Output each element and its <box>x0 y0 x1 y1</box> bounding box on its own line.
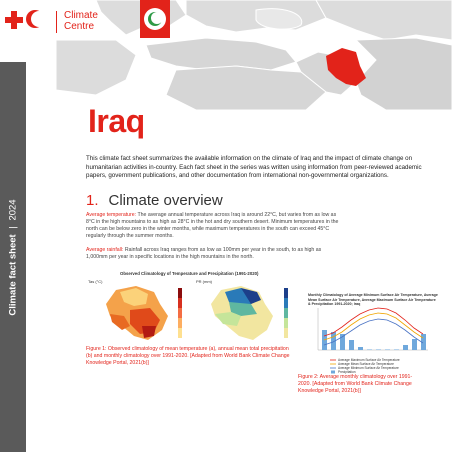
section-number: 1. <box>86 192 99 209</box>
temperature-lead: Average temperature: <box>86 212 137 218</box>
rainfall-lead: Average rainfall: <box>86 247 124 253</box>
brand-line1: Climate <box>64 10 98 21</box>
rainfall-text: Rainfall across Iraq ranges from as low as 100mm per year in the south, to as high as 1,000mm per year in specific locations in the high mountains in the north. <box>86 247 322 260</box>
side-band-label <box>8 183 19 333</box>
red-crescent-emblem <box>26 10 44 28</box>
panel-a-label: Tas (°C) <box>88 279 103 284</box>
figure2-legend <box>330 358 400 374</box>
figure2-plot-area <box>318 308 428 350</box>
figure1-caption: Figure 1: Observed climatology of mean temperature (a), annual mean total precipitation (b) and monthly climatology over 1991-2020. [Adapted from World Bank Climate Change Knowledge Portal, 2021(b)] <box>86 346 290 366</box>
temperature-paragraph <box>86 212 341 240</box>
legend-mean: Average Mean Surface Air Temperature <box>338 362 394 366</box>
legend-precip: Precipitation <box>338 370 356 374</box>
climate-centre-brand <box>64 10 98 32</box>
section-heading <box>86 192 223 209</box>
side-band-year: 2024 <box>7 199 19 221</box>
legend-min: Average Minimum Surface Air Temperature <box>338 366 399 370</box>
rainfall-paragraph <box>86 247 341 261</box>
figure1-title: Observed Climatology of Temperature and Precipitation (1991-2020) <box>120 271 259 276</box>
figure1-maps <box>86 268 296 344</box>
section-title: Climate overview <box>108 192 223 209</box>
brand-line2: Centre <box>64 21 95 32</box>
side-band-title: Climate fact sheet <box>7 234 19 316</box>
temperature-map <box>96 286 176 342</box>
figure2-title: Monthly Climatology of Average Minimum Surface Air Temperature, Average Mean Surface Air Temperature, Average Maximum Surface Air Temperature & Precipitation 1991-2020; Iraq <box>308 293 438 306</box>
figure2-chart <box>308 306 438 384</box>
side-band-separator: | <box>7 226 19 229</box>
country-title: Iraq <box>88 103 145 139</box>
red-crescent-society-logo <box>140 0 170 38</box>
precipitation-map <box>201 286 281 342</box>
intro-paragraph: This climate fact sheet summarizes the available information on the climate of Iraq and the impact of climate change on humanitarian activities in-country. Each fact sheet in the series was written using information from peer-reviewed academic papers, government publications, and other documentation from international non-governmental organizations. <box>86 155 422 179</box>
panel-b-label: PR (mm) <box>196 279 212 284</box>
figure2-caption: Figure 2: Average monthly climatology over 1991-2020. [Adapted from World Bank Climate Change Knowledge Portal, 2021(b)] <box>298 374 413 394</box>
brand-divider <box>56 11 57 33</box>
region-map <box>56 0 452 110</box>
side-band <box>0 62 26 452</box>
legend-max: Average Maximum Surface Air Temperature <box>338 358 400 362</box>
red-cross-emblem <box>5 11 23 29</box>
temperature-colorbar <box>178 288 182 338</box>
temperature-text: The average annual temperature across Iraq is around 22°C, but varies from as low as 8°C in the high mountains to as high as 28°C in the hot and dry southern desert. Minimum temperatures in the north can be below zero in the winter months, while maximum temperatures in the south can exceed 45°C regularly through the summer months. <box>86 212 339 239</box>
precipitation-colorbar <box>284 288 288 338</box>
